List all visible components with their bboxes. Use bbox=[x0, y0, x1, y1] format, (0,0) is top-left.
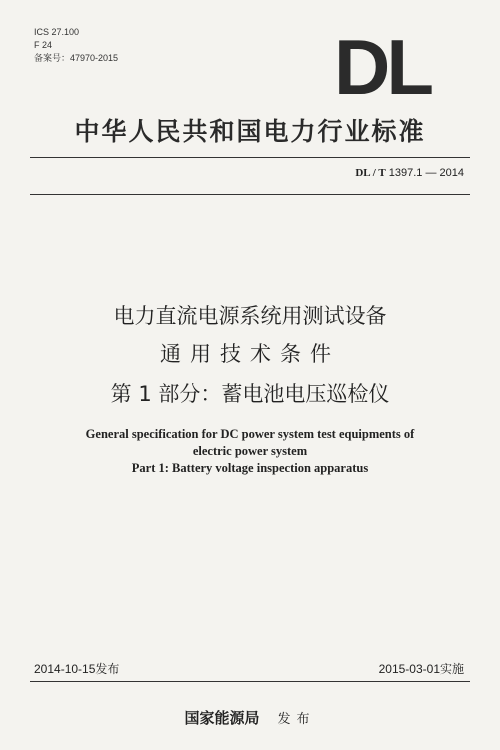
code-divider bbox=[30, 194, 470, 195]
en-title-line1: General specification for DC power system test equipments of bbox=[85, 427, 415, 441]
standard-code-number: 1397.1 — 2014 bbox=[388, 167, 464, 179]
classification-block bbox=[34, 26, 118, 65]
cn-title-line1: 电力直流电源系统用测试设备 bbox=[113, 304, 387, 328]
record-number: 备案号：47970-2015 bbox=[34, 53, 119, 63]
bottom-divider bbox=[30, 681, 470, 682]
standard-code bbox=[355, 167, 464, 179]
ccs-code: F 24 bbox=[34, 40, 53, 50]
issuer bbox=[0, 707, 500, 728]
standard-type-title: 中华人民共和国电力行业标准 bbox=[74, 117, 426, 146]
ics-code: ICS 27.100 bbox=[34, 27, 80, 37]
issuer-action: 发布 bbox=[277, 712, 316, 727]
cn-title-line3: 第 1 部分：蓄电池电压巡检仪 bbox=[110, 382, 390, 406]
top-divider bbox=[30, 157, 470, 158]
english-title bbox=[0, 426, 500, 477]
cn-title-line2: 通用技术条件 bbox=[160, 342, 340, 366]
publish-date: 2014-10-15发布 bbox=[34, 662, 120, 676]
en-title-line3: Part 1: Battery voltage inspection apparatus bbox=[131, 461, 369, 475]
standard-code-prefix: DL / T bbox=[355, 167, 386, 179]
en-title-line2: electric power system bbox=[192, 444, 308, 458]
implement-date: 2015-03-01实施 bbox=[378, 662, 464, 676]
dl-logo: DL bbox=[334, 23, 430, 111]
issuer-name: 国家能源局 bbox=[184, 709, 260, 727]
